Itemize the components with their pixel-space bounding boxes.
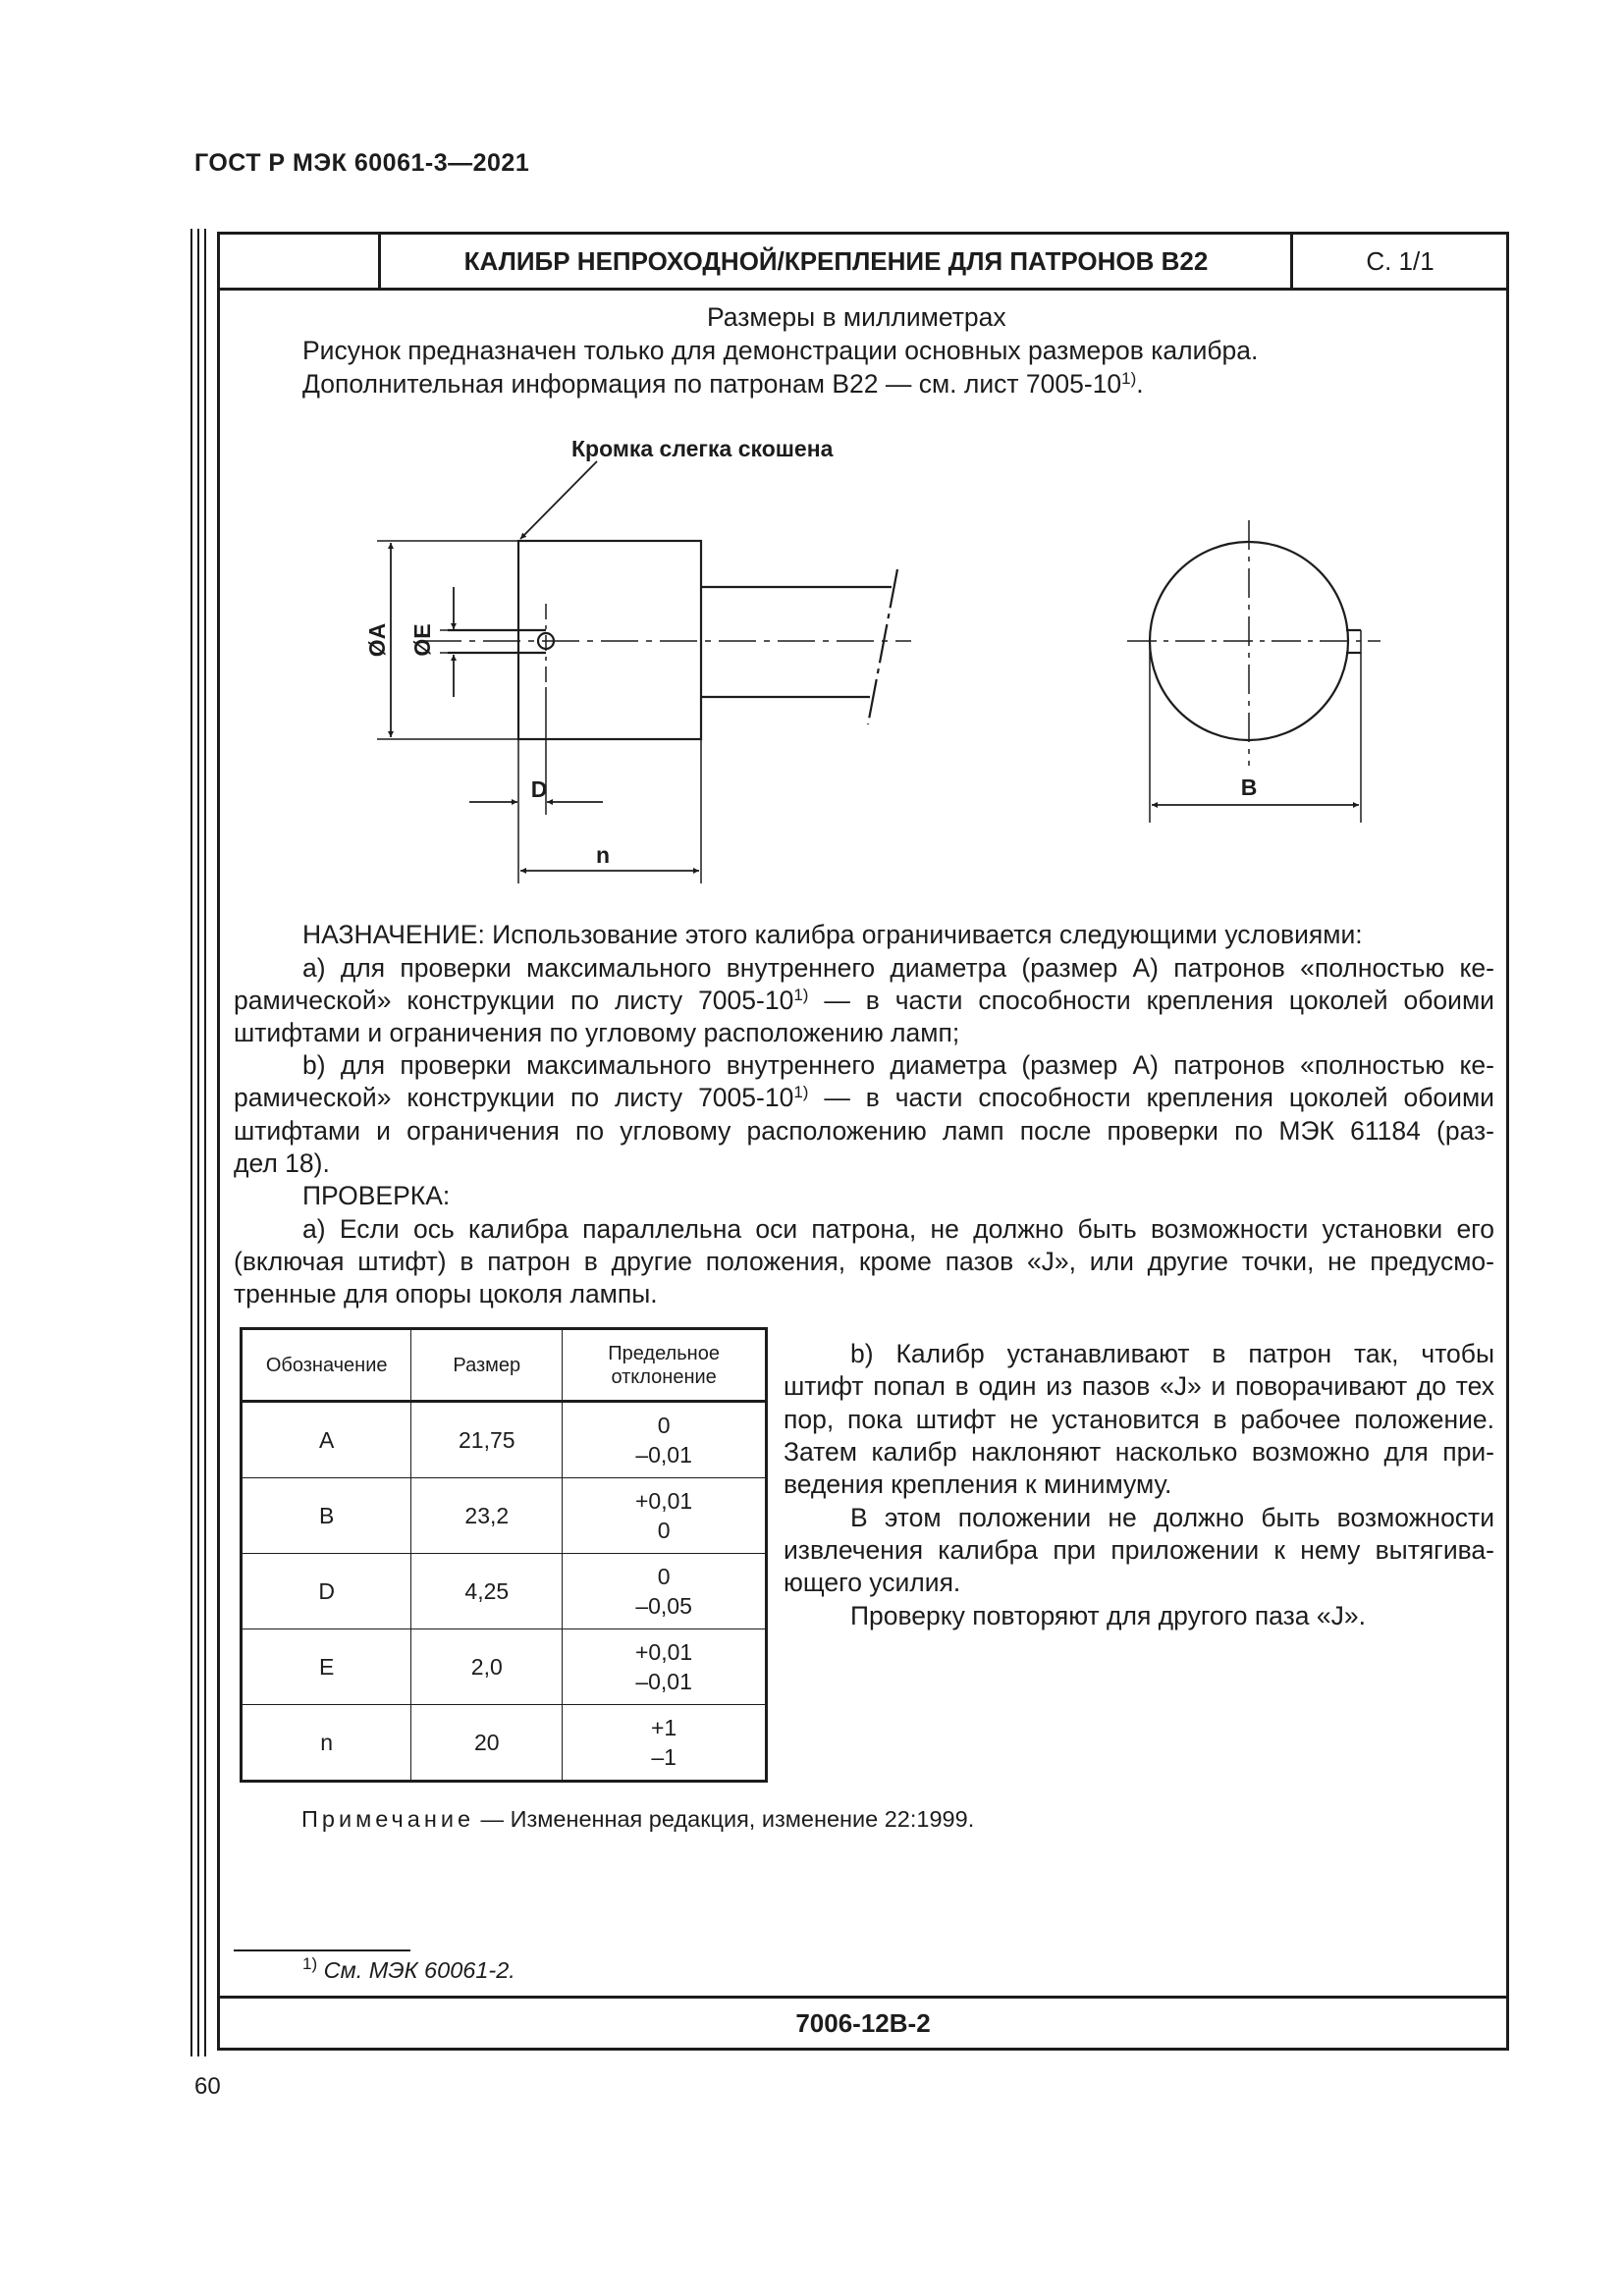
- cell-deviation: +0,01 –0,01: [563, 1629, 767, 1705]
- purpose-b-line: рамической» конструкции по листу 7005-10$^{1)}$ — в части способности крепления цоколей обоими: [234, 1083, 1494, 1112]
- units-note: Размеры в миллиметрах: [707, 302, 1006, 332]
- check-b-line: пор, пока штифт не установится в рабочее положение.: [784, 1405, 1494, 1434]
- cell-symbol: E: [242, 1629, 411, 1705]
- check-b-line: b) Калибр устанавливают в патрон так, чтобы: [850, 1339, 1494, 1368]
- gauge-drawing: [0, 0, 1624, 903]
- check-b-line: Проверку повторяют для другого паза «J».: [850, 1601, 1366, 1630]
- check-b-line: Затем калибр наклоняют насколько возможно для при-: [784, 1437, 1494, 1467]
- cell-size: 4,25: [411, 1554, 563, 1629]
- table-row: [242, 1705, 767, 1782]
- table-note: Примечание — Измененная редакция, изменение 22:1999.: [301, 1806, 975, 1832]
- cell-size: 21,75: [411, 1402, 563, 1478]
- cell-size: 20: [411, 1705, 563, 1782]
- cell-size: 23,2: [411, 1478, 563, 1554]
- intro-line-1: Рисунок предназначен только для демонстрации основных размеров калибра.: [302, 336, 1259, 365]
- purpose-a-line: рамической» конструкции по листу 7005-10$^{1)}$ — в части способности крепления цоколей обоими: [234, 986, 1494, 1015]
- label-a: ØA: [364, 622, 390, 658]
- label-d: D: [530, 776, 548, 802]
- cell-size: 2,0: [411, 1629, 563, 1705]
- check-b-line: В этом положении не должно быть возможности: [850, 1503, 1494, 1532]
- sheet-code: 7006-12B-2: [220, 1996, 1506, 2048]
- footnote-rule: [234, 1949, 410, 1951]
- cell-symbol: B: [242, 1478, 411, 1554]
- purpose-b-line: дел 18).: [234, 1148, 330, 1178]
- page-number: 60: [194, 2073, 221, 2100]
- cell-deviation: 0 –0,01: [563, 1402, 767, 1478]
- dimensions-table: [240, 1327, 768, 1783]
- check-b-line: штифт попал в один из пазов «J» и поворачивают до тех: [784, 1371, 1494, 1401]
- table-row: [242, 1478, 767, 1554]
- callout-leader: [520, 461, 597, 539]
- standard-designation: ГОСТ Р МЭК 60061-3—2021: [194, 149, 530, 177]
- header-symbol: Обозначение: [242, 1329, 411, 1402]
- cell-deviation: +1 –1: [563, 1705, 767, 1782]
- label-e: ØE: [409, 623, 435, 657]
- callout-label: Кромка слегка скошена: [571, 436, 834, 461]
- check-b-line: извлечения калибра при приложении к нему вытягива-: [784, 1535, 1494, 1565]
- check-a-line: а) Если ось калибра параллельна оси патрона, не должно быть возможности установки его: [302, 1214, 1494, 1244]
- header-size: Размер: [411, 1329, 563, 1402]
- sheet-title: КАЛИБР НЕПРОХОДНОЙ/КРЕПЛЕНИЕ ДЛЯ ПАТРОНОВ В22: [463, 246, 1209, 276]
- check-title: ПРОВЕРКА:: [302, 1181, 451, 1210]
- purpose-title: НАЗНАЧЕНИЕ: Использование этого калибра ограничивается следующими условиями:: [302, 920, 1363, 949]
- cell-symbol: n: [242, 1705, 411, 1782]
- table-row: [242, 1554, 767, 1629]
- footnote: $^{1)}$ См. МЭК 60061-2.: [302, 1954, 515, 1983]
- check-a-line: тренные для опоры цоколя лампы.: [234, 1279, 658, 1308]
- purpose-a-line: а) для проверки максимального внутреннего диаметра (размер А) патронов «полностью ке-: [302, 953, 1494, 983]
- purpose-b-line: штифтами и ограничения по угловому расположению ламп после проверки по МЭК 61184 (раз-: [234, 1116, 1494, 1146]
- purpose-b-line: b) для проверки максимального внутреннего диаметра (размер А) патронов «полностью ке-: [302, 1050, 1494, 1080]
- cell-symbol: A: [242, 1402, 411, 1478]
- table-row: [242, 1629, 767, 1705]
- purpose-a-line: штифтами и ограничения по угловому расположению ламп;: [234, 1018, 960, 1047]
- label-b: B: [1240, 774, 1258, 800]
- cell-deviation: +0,01 0: [563, 1478, 767, 1554]
- check-b-line: ющего усилия.: [784, 1568, 961, 1597]
- label-n: n: [595, 842, 611, 868]
- check-b-line: ведения крепления к минимуму.: [784, 1469, 1172, 1499]
- intro-line-2: Дополнительная информация по патронам B22 — см. лист 7005-10$^{1)}$.: [302, 369, 1144, 399]
- check-a-line: (включая штифт) в патрон в другие положения, кроме пазов «J», или другие точки, не предусмо-: [234, 1247, 1494, 1276]
- cell-deviation: 0 –0,05: [563, 1554, 767, 1629]
- table-row: [242, 1402, 767, 1478]
- sheet-number: С. 1/1: [1366, 246, 1435, 276]
- table-header-row: [242, 1329, 767, 1402]
- cell-symbol: D: [242, 1554, 411, 1629]
- header-deviation: Предельное отклонение: [563, 1329, 767, 1402]
